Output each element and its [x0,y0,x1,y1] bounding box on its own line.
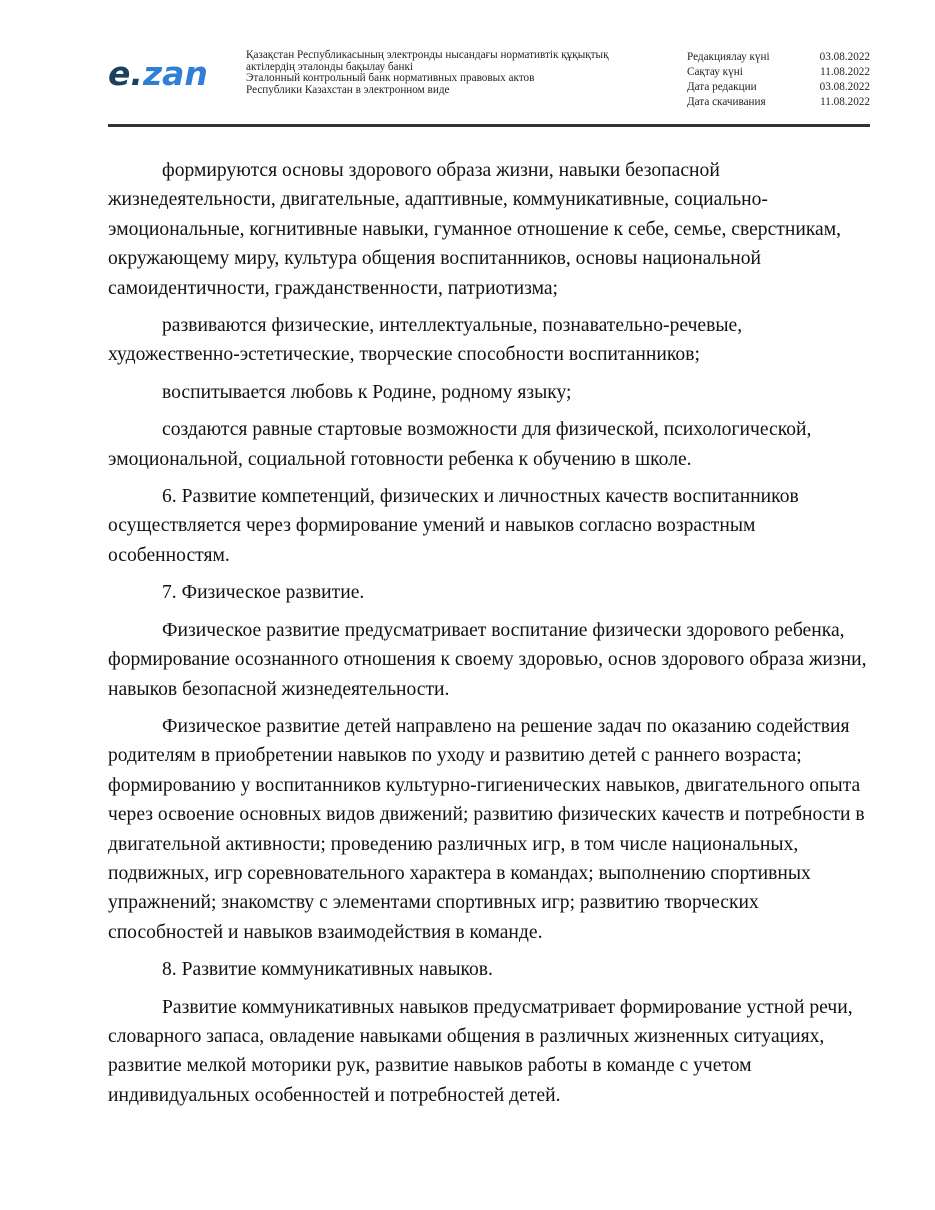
paragraph: воспитывается любовь к Родине, родному языку; [162,381,572,403]
section-heading-7: 7. Физическое развитие. [162,582,365,604]
logo-zan: zan [142,54,208,93]
source-line-kz-2: актілердің эталонды бақылау банкі [246,60,414,73]
paragraph: Физическое развитие предусматривает воспитание физически здорового ребенка, формирование осознанного отношения к своему здоровью, основ здорового образа жизни, навыков безопасной жизнедеятельности. [108,619,867,700]
source-line-kz-1: Қазақстан Республикасының электронды нысандағы нормативтік құқықтық [246,49,609,61]
date-label: Дата редакции [687,81,757,93]
date-value: 03.08.2022 [819,51,870,63]
ezan-logo[interactable] [108,56,208,92]
date-row-save-kz [687,65,870,80]
date-value: 11.08.2022 [820,96,870,108]
paragraph: развиваются физические, интеллектуальные, познавательно-речевые, художественно-эстетические, творческие способности воспитанников; [108,315,743,366]
paragraph: Физическое развитие детей направлено на решение задач по оказанию содействия родителям в приобретении навыков по уходу и развитию детей с раннего возраста; формированию у воспитанников культурно-гигиенических навыков, двигательного опыта через освоение основных видов движений; развитию физических качеств и потребности в двигательной активности; проведению различных игр, в том числе национальных, подвижных, игр соревновательного характера в командах; выполнению спортивных упражнений; знакомству с элементами спортивных игр; развитию творческих способностей и навыков взаимодействия в команде. [108,715,865,943]
source-description [246,50,666,96]
document-dates [687,50,870,110]
paragraph: Развитие коммуникативных навыков предусматривает формирование устной речи, словарного запаса, овладение навыками общения в различных жизненных ситуациях, развитие мелкой моторики рук, развитие навыков работы в команде с учетом индивидуальных особенностей и потребностей детей. [108,996,853,1106]
document-header [108,48,870,126]
paragraph-item-6: 6. Развитие компетенций, физических и личностных качеств воспитанников осуществляется через формирование умений и навыков согласно возрастным особенностям. [108,486,799,566]
logo-e: e [108,54,131,93]
date-label: Редакциялау күні [687,51,770,63]
section-heading-8: 8. Развитие коммуникативных навыков. [162,959,493,981]
paragraph: создаются равные стартовые возможности для физической, психологической, эмоциональной, социальной готовности ребенка к обучению в школе. [108,419,812,470]
document-body [108,156,870,1118]
date-row-edit-ru [687,80,870,95]
source-line-ru-1: Эталонный контрольный банк нормативных правовых актов [246,72,535,85]
date-value: 03.08.2022 [819,81,870,93]
source-line-ru-2: Республики Казахстан в электронном виде [246,83,450,96]
date-value: 11.08.2022 [820,66,870,78]
date-label: Сақтау күні [687,66,743,78]
paragraph: формируются основы здорового образа жизни, навыки безопасной жизнедеятельности, двигательные, адаптивные, коммуникативные, социально-эмоциональные, когнитивные навыки, гуманное отношение к себе, семье, сверстникам, окружающему миру, культура общения воспитанников, основы национальной самоидентичности, гражданственности, патриотизма; [108,160,842,299]
date-row-download-ru [687,95,870,110]
date-label: Дата скачивания [687,96,766,108]
logo-dot: . [130,54,143,93]
header-divider [108,124,870,127]
date-row-edit-kz [687,50,870,65]
